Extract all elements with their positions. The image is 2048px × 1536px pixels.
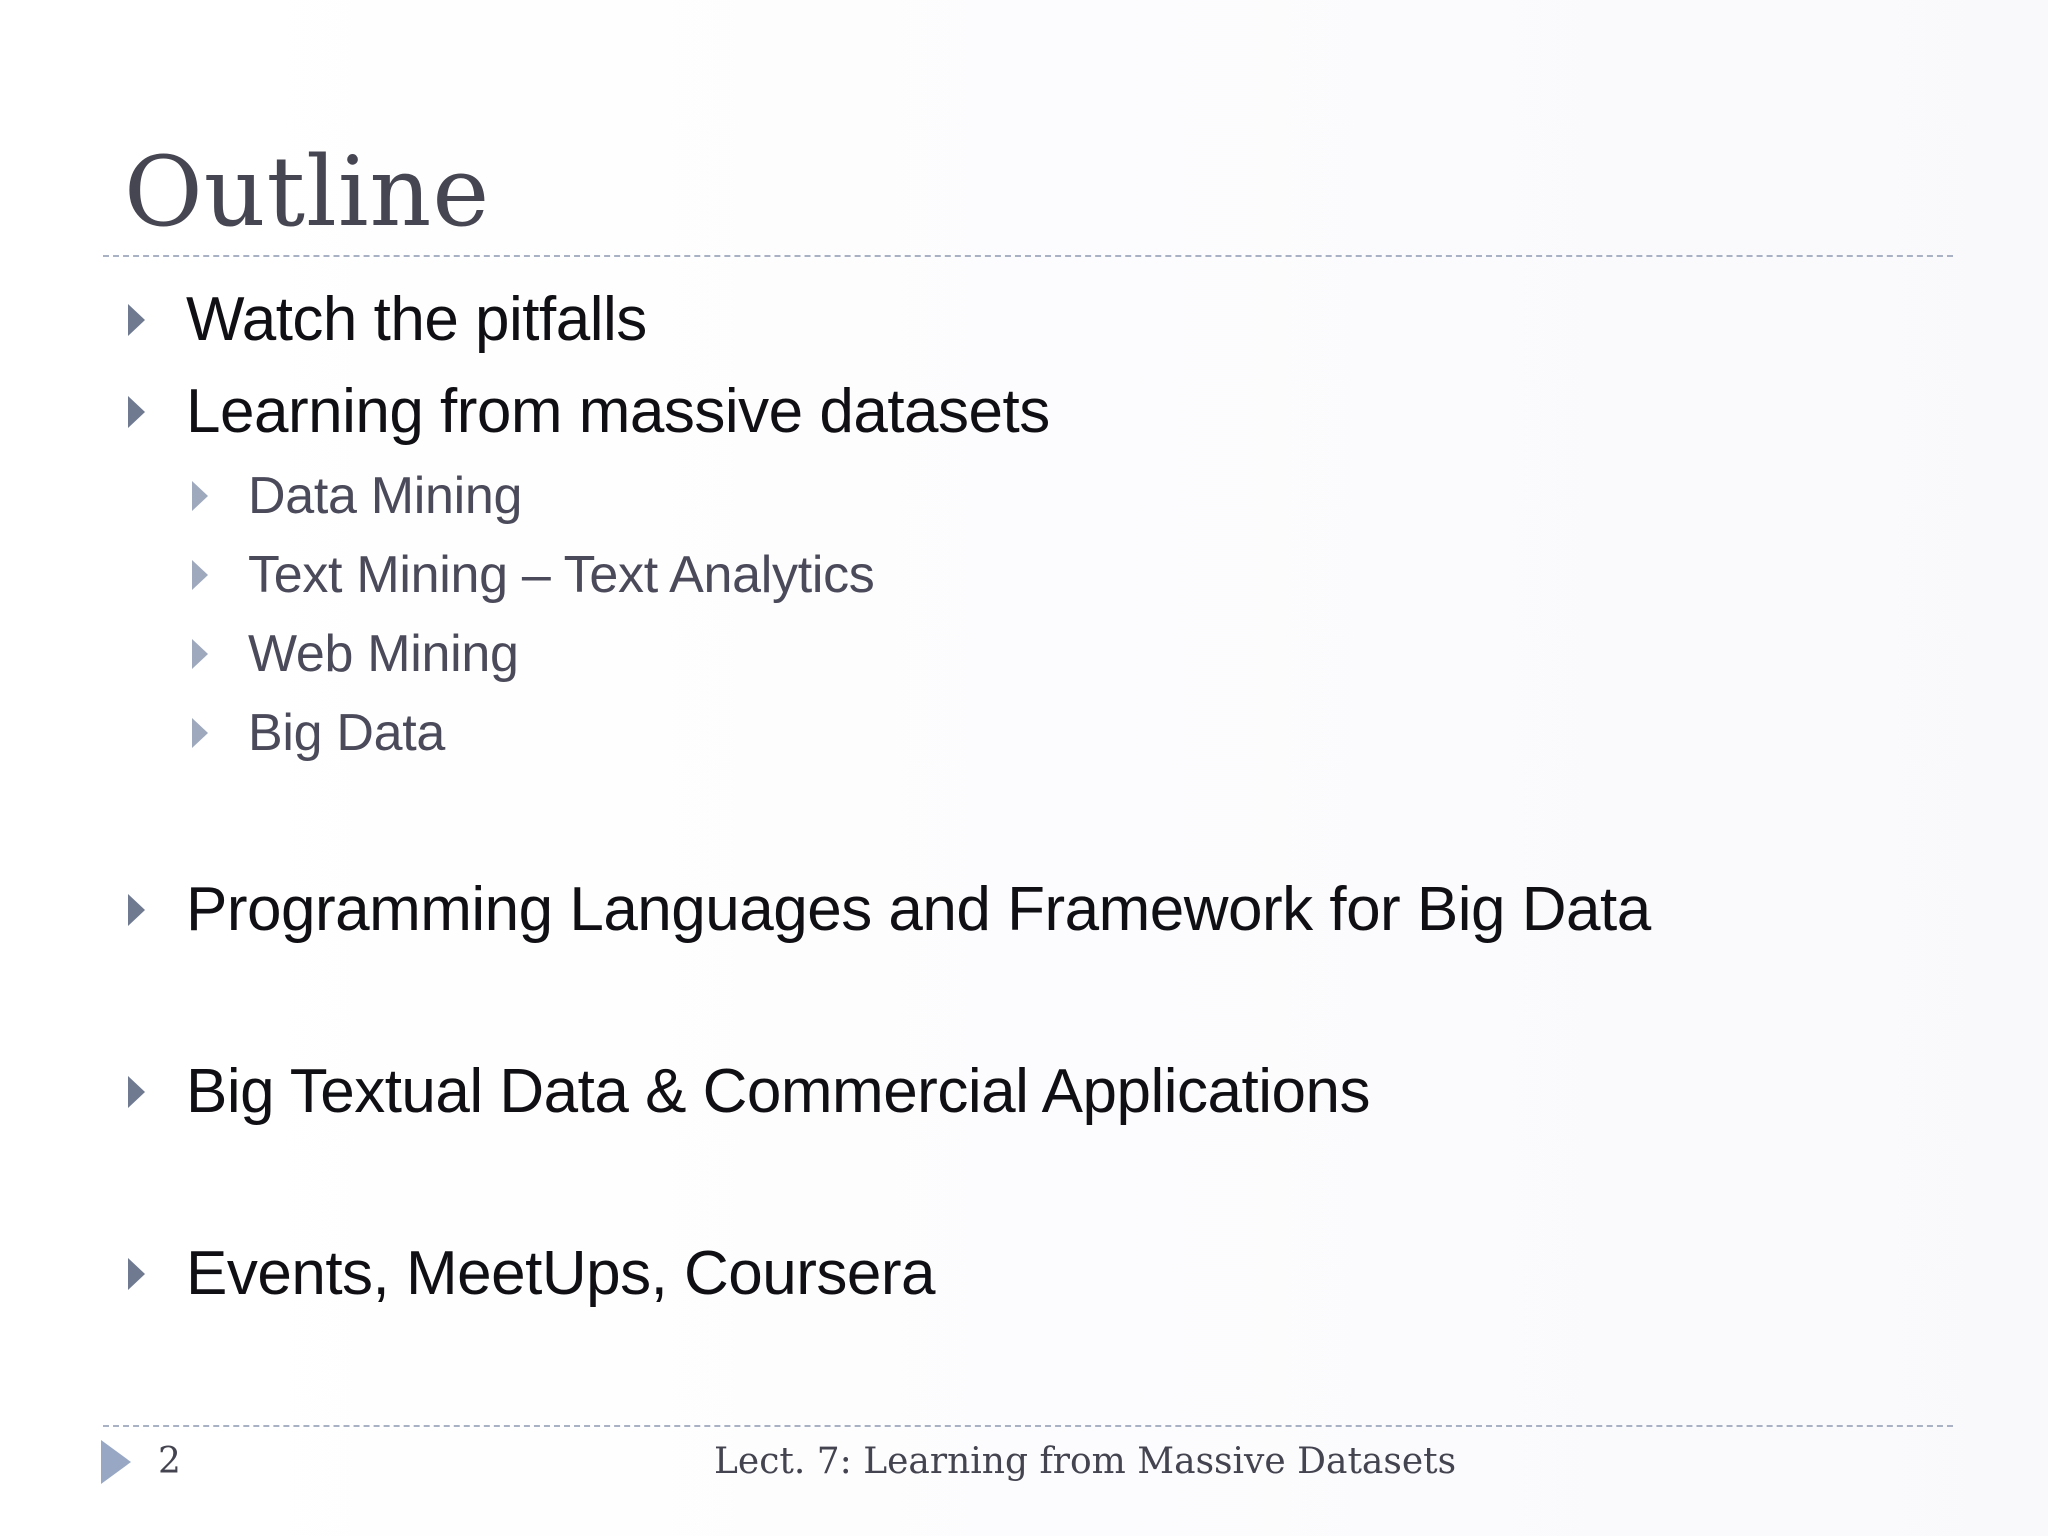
page-number: 2 [158, 1441, 181, 1482]
sub-bullet-text: Web Mining [248, 625, 519, 683]
triangle-bullet-icon [128, 1076, 145, 1108]
bullet-text: Events, MeetUps, Coursera [186, 1239, 936, 1308]
title-divider [103, 255, 1953, 257]
bullet-item-3 [186, 870, 1651, 950]
triangle-bullet-icon [128, 1258, 145, 1290]
bullet-item-4 [186, 1052, 1370, 1132]
bullet-item-5 [186, 1234, 935, 1314]
triangle-bullet-icon [192, 639, 208, 669]
triangle-bullet-icon [128, 396, 145, 428]
triangle-bullet-icon [192, 718, 208, 748]
slide-title: Outline [124, 136, 491, 248]
sub-bullet-item-4 [248, 698, 445, 768]
bullet-item-2 [186, 372, 1050, 452]
bullet-text: Big Textual Data & Commercial Applications [186, 1057, 1370, 1126]
triangle-bullet-icon [192, 560, 208, 590]
triangle-bullet-icon [192, 481, 208, 511]
footer-divider [103, 1425, 1953, 1427]
bullet-text: Watch the pitfalls [186, 285, 647, 354]
sub-bullet-text: Big Data [248, 704, 446, 762]
footer-lecture-title: Lect. 7: Learning from Massive Datasets [714, 1441, 1457, 1482]
sub-bullet-item-1 [248, 461, 522, 531]
sub-bullet-item-2 [248, 540, 875, 610]
sub-bullet-text: Data Mining [248, 467, 523, 525]
triangle-bullet-icon [128, 894, 145, 926]
bullet-item-1 [186, 280, 647, 360]
triangle-bullet-icon [128, 304, 145, 336]
footer-triangle-icon [101, 1440, 131, 1484]
sub-bullet-text: Text Mining – Text Analytics [248, 546, 875, 604]
bullet-text: Learning from massive datasets [186, 377, 1050, 446]
sub-bullet-item-3 [248, 619, 519, 689]
bullet-text: Programming Languages and Framework for Big Data [186, 875, 1651, 944]
